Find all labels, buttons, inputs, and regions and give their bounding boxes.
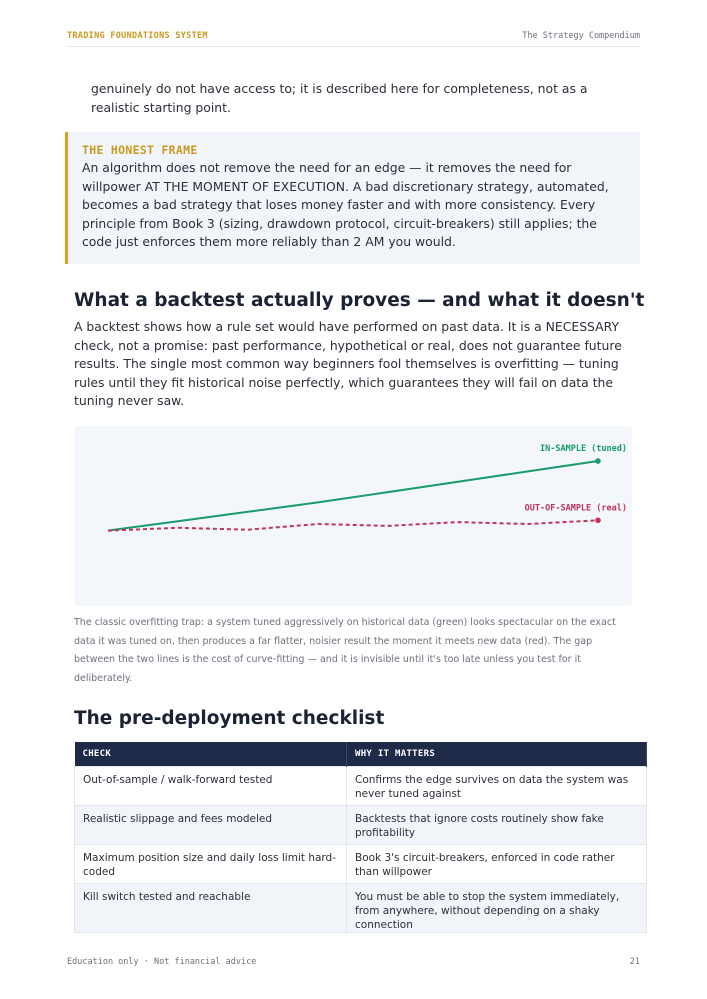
table-row xyxy=(75,766,647,805)
callout-body: An algorithm does not remove the need for an edge — it removes the need for willpower AT THE MOMENT OF EXECUTION. A bad discretionary strategy, automated, becomes a bad strategy that loses money faster and with more consistency. Every principle from Book 3 (sizing, drawdown protocol, circuit-breakers) still applies; the code just enforces them more reliably than 2 AM you would. xyxy=(82,160,609,249)
callout-title: THE HONEST FRAME xyxy=(82,143,198,157)
section-heading-backtest: What a backtest actually proves — and what it doesn't xyxy=(74,290,645,311)
column-header-check: CHECK xyxy=(75,742,347,766)
series-title: TRADING FOUNDATIONS SYSTEM xyxy=(67,31,208,41)
series-line-1 xyxy=(108,520,598,530)
continued-paragraph: genuinely do not have access to; it is described here for completeness, not as a realistic starting point. xyxy=(91,81,588,115)
table-cell-why: Book 3's circuit-breakers, enforced in code rather than willpower xyxy=(347,844,647,883)
table-cell-why: Confirms the edge survives on data the system was never tuned against xyxy=(347,766,647,805)
series-line-0 xyxy=(108,461,598,531)
overfitting-chart xyxy=(74,426,632,606)
table-row xyxy=(75,883,647,932)
series-end-point-1 xyxy=(595,517,601,523)
callout-box xyxy=(65,132,640,264)
page-number: 21 xyxy=(629,957,640,967)
series-label-1: OUT-OF-SAMPLE (real) xyxy=(524,503,627,514)
checklist-table xyxy=(74,742,647,933)
section-paragraph-backtest: A backtest shows how a rule set would have performed on past data. It is a NECESSARY check, not a promise: past performance, hypothetical or real, does not guarantee future results. The single most common way beginners fool themselves is overfitting — tuning rules until they fit historical noise perfectly, which guarantees they will fail on data the tuning never saw. xyxy=(74,319,622,408)
table-header-row xyxy=(75,742,647,766)
section-heading-checklist: The pre-deployment checklist xyxy=(74,708,385,729)
running-header xyxy=(67,31,640,47)
table-cell-why: Backtests that ignore costs routinely show fake profitability xyxy=(347,805,647,844)
series-end-point-0 xyxy=(595,458,601,464)
table-cell-why: You must be able to stop the system immediately, from anywhere, without depending on a shaky connection xyxy=(347,883,647,932)
column-header-why: WHY IT MATTERS xyxy=(347,742,647,766)
page-footer xyxy=(67,957,640,967)
book-title: The Strategy Compendium xyxy=(522,31,640,41)
table-cell-check: Kill switch tested and reachable xyxy=(75,883,347,932)
chart-caption: The classic overfitting trap: a system tuned aggressively on historical data (green) looks spectacular on the exact data it was tuned on, then produces a far flatter, noisier result the moment it meets new data (red). The gap between the two lines is the cost of curve-fitting — and it is invisible until it's too late unless you test for it deliberately. xyxy=(74,617,616,684)
table-row xyxy=(75,844,647,883)
table-cell-check: Realistic slippage and fees modeled xyxy=(75,805,347,844)
disclaimer: Education only · Not financial advice xyxy=(67,957,257,967)
chart-svg xyxy=(74,426,632,606)
table-cell-check: Out-of-sample / walk-forward tested xyxy=(75,766,347,805)
table-row xyxy=(75,805,647,844)
series-label-0: IN-SAMPLE (tuned) xyxy=(540,444,627,455)
table-cell-check: Maximum position size and daily loss limit hard-coded xyxy=(75,844,347,883)
